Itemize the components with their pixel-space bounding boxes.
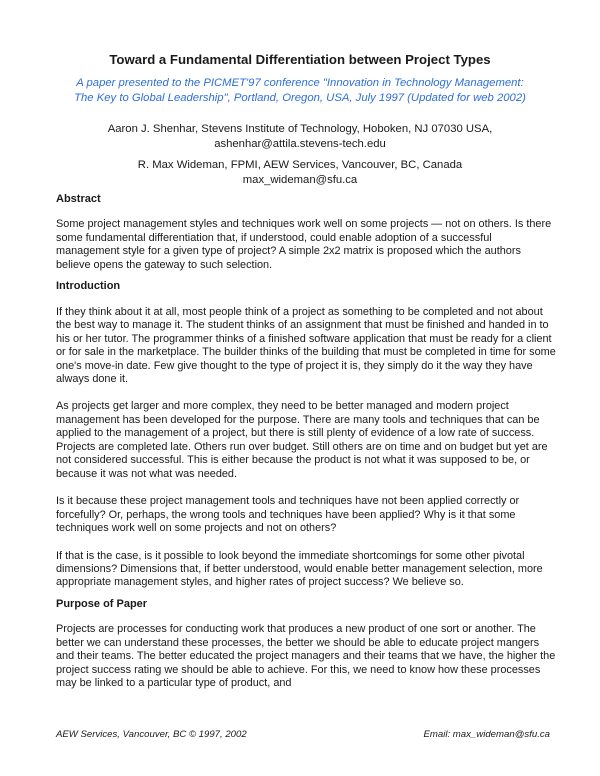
paper-title: Toward a Fundamental Differentiation between Project Types	[109, 52, 491, 67]
page-footer	[56, 729, 550, 740]
abstract-paragraph: Some project management styles and techniques work well on some projects — not on others. Is there some fundamental differentiation that, if understood, could enable adoption of a successful management style for a given type of project? A simple 2x2 matrix is proposed which the authors believe opens the gateway to such selection.	[56, 218, 552, 271]
purpose-heading: Purpose of Paper	[56, 597, 148, 610]
author-affiliation: R. Max Wideman, FPMI, AEW Services, Vancouver, BC, Canada	[137, 159, 463, 171]
introduction-paragraph-3: Is it because these project management tools and techniques have not been applied correctly or forcefully? Or, perhaps, the wrong tools and techniques have been applied? Why is it that some techniques work well on some projects and not on others?	[56, 495, 520, 535]
subtitle-line-2: The Key to Global Leadership", Portland, Oregon, USA, July 1997 (Updated for web 2002)	[74, 91, 526, 104]
author-email[interactable]: max_wideman@sfu.ca	[242, 173, 358, 186]
author-email[interactable]: ashenhar@attila.stevens-tech.edu	[214, 137, 386, 150]
paper-body	[56, 193, 556, 705]
paper-subtitle	[40, 76, 560, 105]
introduction-heading: Introduction	[56, 280, 121, 293]
introduction-paragraph-1: If they think about it at all, most people think of a project as something to be completed and not about the best way to manage it. The student thinks of an assignment that must be finished and handed in to his or her tutor. The programmer thinks of a finished software application that must be ready for a client or for sale in the marketplace. The builder thinks of the building that must be completed in time for some one's move-in date. Few give thought to the type of project it is, they simply do it the way they have always done it.	[56, 305, 556, 385]
author-wideman	[40, 158, 560, 187]
author-affiliation: Aaron J. Shenhar, Stevens Institute of Technology, Hoboken, NJ 07030 USA,	[107, 123, 493, 135]
abstract-heading: Abstract	[56, 193, 101, 205]
subtitle-line-1: A paper presented to the PICMET'97 conference "Innovation in Technology Management:	[76, 77, 524, 89]
introduction-paragraph-4: If that is the case, is it possible to look beyond the immediate shortcomings for some other pivotal dimensions? Dimensions that, if better understood, would enable better management selection, more appropriate management styles, and higher rates of project success? We believe so.	[56, 549, 543, 589]
author-shenhar	[40, 122, 560, 151]
footer-email: Email: max_wideman@sfu.ca	[423, 729, 550, 740]
purpose-paragraph-1: Projects are processes for conducting work that produces a new product of one sort or another. The better we can understand these processes, the better we should be able to educate project mangers and their teams. The better educated the project managers and their teams that we have, the higher the project success rating we should be able to achieve. For this, we need to know how these processes may be linked to a particular type of product, and	[56, 623, 556, 690]
footer-left: AEW Services, Vancouver, BC © 1997, 2002	[56, 729, 247, 740]
author-block	[40, 122, 560, 194]
introduction-paragraph-2: As projects get larger and more complex, they need to be better managed and modern project management has been developed for the purpose. There are many tools and techniques that can be applied to the management of a project, but there is still plenty of evidence of a low rate of success. Projects are completed late. Others run over budget. Still others are on time and on budget but yet are not considered successful. This is either because the product is not what it was supposed to be, or because it was not what was needed.	[56, 400, 548, 480]
